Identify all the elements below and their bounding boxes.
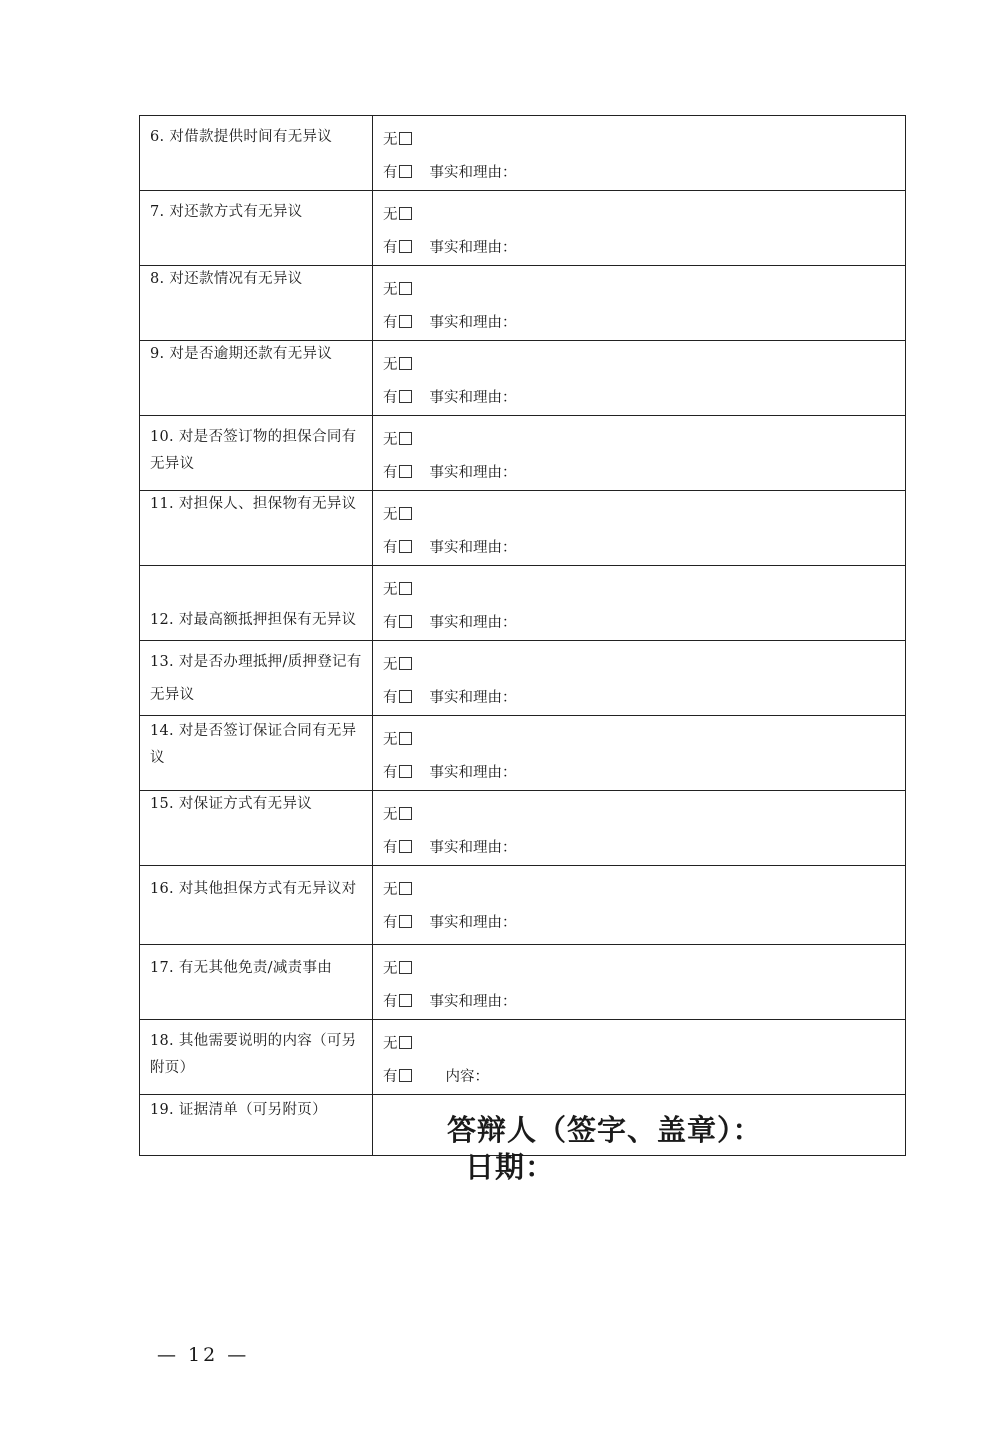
question-label: 19. 证据清单（可另附页）	[150, 1102, 327, 1118]
checkbox-none[interactable]	[399, 132, 412, 145]
question-label: 6. 对借款提供时间有无异议	[150, 129, 333, 145]
checkbox-none[interactable]	[399, 961, 412, 974]
table-row	[140, 1020, 906, 1095]
defense-form-table	[139, 115, 906, 1156]
table-row	[140, 566, 906, 641]
checkbox-has[interactable]	[399, 765, 412, 778]
option-none-label: 无	[383, 882, 398, 898]
answer-cell	[373, 416, 906, 491]
option-none-label: 无	[383, 357, 398, 373]
reason-label: 事实和理由：	[429, 765, 517, 781]
option-none-label: 无	[383, 961, 398, 977]
option-has-label: 有	[383, 690, 398, 706]
reason-label: 事实和理由：	[429, 615, 517, 631]
reason-label: 事实和理由：	[429, 915, 517, 931]
option-has-label: 有	[383, 390, 398, 406]
option-none-label: 无	[383, 1036, 398, 1052]
question-cell	[140, 945, 373, 1020]
table-row	[140, 641, 906, 716]
option-none-label: 无	[383, 207, 398, 223]
question-label: 14. 对是否签订保证合同有无异议	[150, 723, 357, 766]
reason-label: 事实和理由：	[429, 240, 517, 256]
answer-cell	[373, 641, 906, 716]
question-cell	[140, 266, 373, 341]
checkbox-has[interactable]	[399, 315, 412, 328]
answer-cell	[373, 1020, 906, 1095]
answer-cell	[373, 491, 906, 566]
date-label: 日期：	[465, 1150, 556, 1184]
option-none-label: 无	[383, 657, 398, 673]
option-has-label: 有	[383, 240, 398, 256]
question-label: 13. 对是否办理抵押/质押登记有无异议	[150, 654, 362, 703]
table-row	[140, 716, 906, 791]
checkbox-none[interactable]	[399, 432, 412, 445]
respondent-signature-label: 答辩人（签字、盖章）：	[447, 1113, 763, 1147]
question-cell	[140, 416, 373, 491]
question-label: 17. 有无其他免责/减责事由	[150, 960, 333, 976]
content-label: 内容：	[445, 1069, 489, 1085]
option-has-label: 有	[383, 465, 398, 481]
option-has-label: 有	[383, 315, 398, 331]
reason-label: 事实和理由：	[429, 465, 517, 481]
table-row	[140, 791, 906, 866]
question-label: 8. 对还款情况有无异议	[150, 271, 303, 287]
answer-cell	[373, 945, 906, 1020]
option-has-label: 有	[383, 1069, 398, 1085]
option-none-label: 无	[383, 132, 398, 148]
question-cell	[140, 1095, 373, 1156]
table-row	[140, 341, 906, 416]
question-cell	[140, 491, 373, 566]
reason-label: 事实和理由：	[429, 994, 517, 1010]
option-has-label: 有	[383, 615, 398, 631]
table-row	[140, 266, 906, 341]
option-has-label: 有	[383, 840, 398, 856]
option-none-label: 无	[383, 282, 398, 298]
question-cell	[140, 566, 373, 641]
question-cell	[140, 866, 373, 945]
checkbox-has[interactable]	[399, 840, 412, 853]
answer-cell	[373, 566, 906, 641]
reason-label: 事实和理由：	[429, 165, 517, 181]
option-has-label: 有	[383, 915, 398, 931]
question-cell	[140, 191, 373, 266]
question-label: 10. 对是否签订物的担保合同有无异议	[150, 429, 357, 472]
answer-cell	[373, 716, 906, 791]
checkbox-none[interactable]	[399, 282, 412, 295]
checkbox-none[interactable]	[399, 807, 412, 820]
option-none-label: 无	[383, 807, 398, 823]
option-none-label: 无	[383, 732, 398, 748]
question-label: 15. 对保证方式有无异议	[150, 796, 313, 812]
table-row	[140, 416, 906, 491]
answer-cell	[373, 116, 906, 191]
table-row	[140, 866, 906, 945]
table-row	[140, 191, 906, 266]
reason-label: 事实和理由：	[429, 315, 517, 331]
checkbox-has[interactable]	[399, 465, 412, 478]
checkbox-has[interactable]	[399, 994, 412, 1007]
reason-label: 事实和理由：	[429, 390, 517, 406]
question-cell	[140, 716, 373, 791]
question-cell	[140, 641, 373, 716]
checkbox-none[interactable]	[399, 582, 412, 595]
option-none-label: 无	[383, 432, 398, 448]
reason-label: 事实和理由：	[429, 840, 517, 856]
answer-cell	[373, 266, 906, 341]
checkbox-has[interactable]	[399, 915, 412, 928]
checkbox-has[interactable]	[399, 690, 412, 703]
checkbox-none[interactable]	[399, 507, 412, 520]
question-cell	[140, 791, 373, 866]
answer-cell	[373, 791, 906, 866]
option-has-label: 有	[383, 165, 398, 181]
option-has-label: 有	[383, 994, 398, 1010]
option-none-label: 无	[383, 582, 398, 598]
checkbox-none[interactable]	[399, 657, 412, 670]
question-label: 16. 对其他担保方式有无异议对	[150, 881, 357, 897]
checkbox-has[interactable]	[399, 165, 412, 178]
checkbox-none[interactable]	[399, 1036, 412, 1049]
reason-label: 事实和理由：	[429, 690, 517, 706]
question-cell	[140, 116, 373, 191]
checkbox-has[interactable]	[399, 540, 412, 553]
checkbox-none[interactable]	[399, 882, 412, 895]
option-has-label: 有	[383, 540, 398, 556]
checkbox-none[interactable]	[399, 357, 412, 370]
question-label: 18. 其他需要说明的内容（可另附页）	[150, 1033, 357, 1076]
option-none-label: 无	[383, 507, 398, 523]
checkbox-has[interactable]	[399, 615, 412, 628]
table-row	[140, 116, 906, 191]
option-has-label: 有	[383, 765, 398, 781]
checkbox-has[interactable]	[399, 1069, 412, 1082]
checkbox-none[interactable]	[399, 732, 412, 745]
reason-label: 事实和理由：	[429, 540, 517, 556]
checkbox-has[interactable]	[399, 240, 412, 253]
question-cell	[140, 1020, 373, 1095]
question-label: 11. 对担保人、担保物有无异议	[150, 496, 357, 512]
checkbox-none[interactable]	[399, 207, 412, 220]
answer-cell	[373, 866, 906, 945]
question-label: 12. 对最高额抵押担保有无异议	[150, 612, 357, 628]
question-label: 9. 对是否逾期还款有无异议	[150, 346, 333, 362]
table-row	[140, 491, 906, 566]
question-cell	[140, 341, 373, 416]
checkbox-has[interactable]	[399, 390, 412, 403]
answer-cell	[373, 341, 906, 416]
table-row	[140, 945, 906, 1020]
question-label: 7. 对还款方式有无异议	[150, 204, 303, 220]
page-number: — 12 —	[157, 1344, 250, 1366]
answer-cell	[373, 191, 906, 266]
